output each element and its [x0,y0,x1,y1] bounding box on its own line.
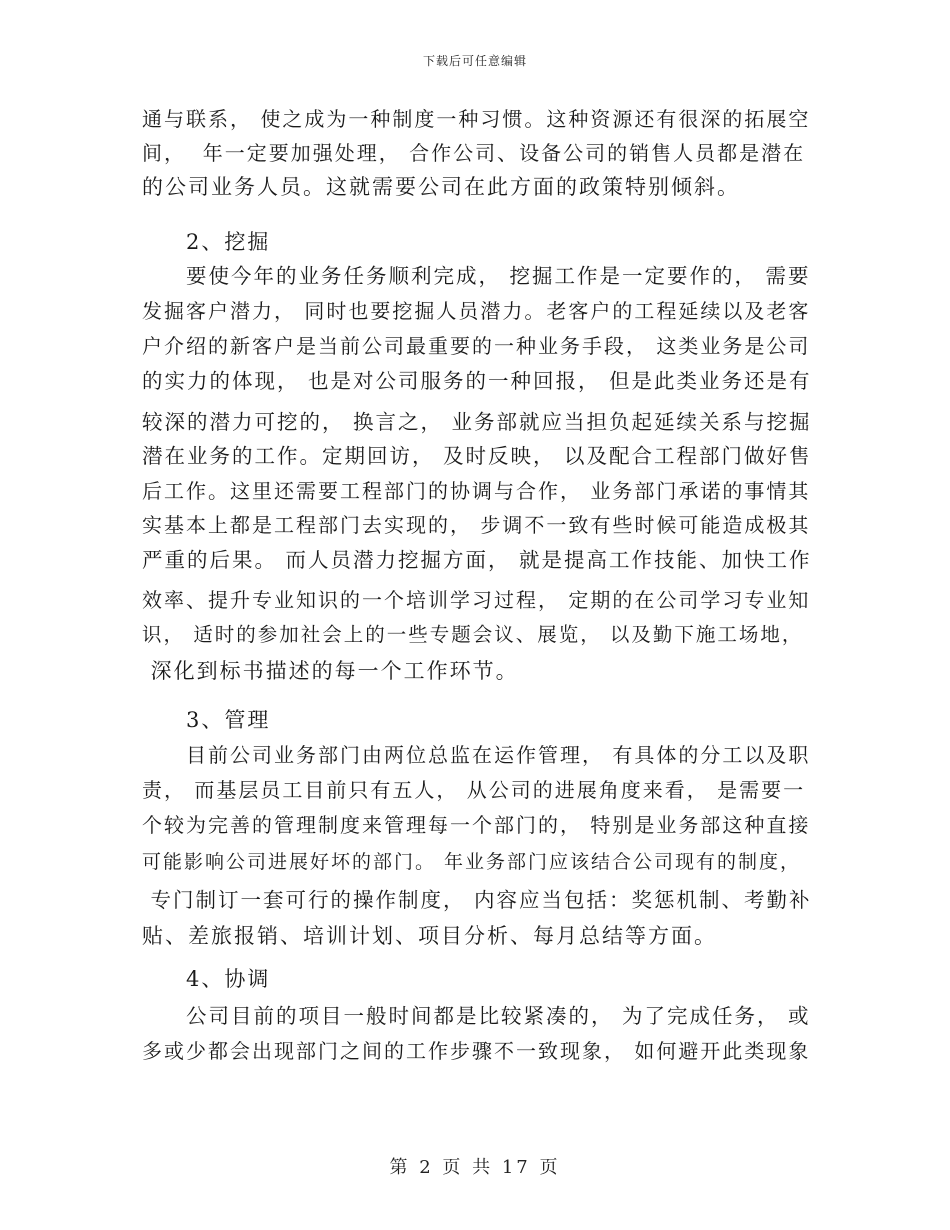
text-line: 识， 适时的参加社会上的一些专题会议、展览， 以及勤下施工场地， [142,623,804,646]
text-line: 深化到标书描述的每一个工作环节。 [142,659,519,683]
text-line: 要使今年的业务任务顺利完成， 挖掘工作是一定要作的， 需要 [186,264,811,288]
text-line: 多或少都会出现部门之间的工作步骤不一致现象， 如何避开此类现象 [142,1039,811,1063]
text-line: 目前公司业务部门由两位总监在运作管理， 有具体的分工以及职 [186,743,811,767]
text-line: 个较为完善的管理制度来管理每一个部门的， 特别是业务部这种直接 [142,813,811,837]
text-line: 较深的潜力可挖的， 换言之， 业务部就应当担负起延续关系与挖掘 [142,410,812,434]
page-header-note: 下载后可任意编辑 [422,54,527,68]
text-line: 责， 而基层员工目前只有五人， 从公司的进展角度来看， 是需要一 [142,778,806,802]
section-heading: 4、协调 [186,967,271,991]
text-line: 专门制订一套可行的操作制度， 内容应当包括：奖惩机制、考勤补 [142,888,812,912]
text-line: 通与联系， 使之成为一种制度一种习惯。这种资源还有很深的拓展空 [142,107,811,131]
text-line: 严重的后果。 而人员潜力挖掘方面， 就是提高工作技能、加快工作 [142,548,812,572]
text-line: 贴、差旅报销、培训计划、项目分析、每月总结等方面。 [142,924,717,948]
page-number: 第 2 页 共 17 页 [389,1157,561,1178]
text-line: 的公司业务人员。这就需要公司在此方面的政策特别倾斜。 [142,175,740,199]
text-line: 的实力的体现， 也是对公司服务的一种回报， 但是此类业务还是有 [142,369,812,393]
text-line: 可能影响公司进展好坏的部门。 年业务部门应该结合公司现有的制度， [142,851,802,873]
section-heading: 3、管理 [186,708,271,732]
text-line: 发掘客户潜力， 同时也要挖掘人员潜力。老客户的工程延续以及老客 [142,299,811,323]
text-line: 实基本上都是工程部门去实现的， 步调不一致有些时候可能造成极其 [142,513,811,537]
text-line: 潜在业务的工作。定期回访， 及时反映， 以及配合工程部门做好售 [142,444,812,468]
text-line: 后工作。这里还需要工程部门的协调与合作， 业务部门承诺的事情其 [142,479,811,503]
text-line: 户介绍的新客户是当前公司最重要的一种业务手段， 这类业务是公司 [142,334,811,358]
text-line: 间， 年一定要加强处理， 合作公司、设备公司的销售人员都是潜在 [142,141,806,165]
section-heading: 2、挖掘 [186,230,271,254]
text-line: 效率、提升专业知识的一个培训学习过程， 定期的在公司学习专业知 [142,588,811,612]
text-line: 公司目前的项目一般时间都是比较紧凑的， 为了完成任务， 或 [186,1004,811,1028]
